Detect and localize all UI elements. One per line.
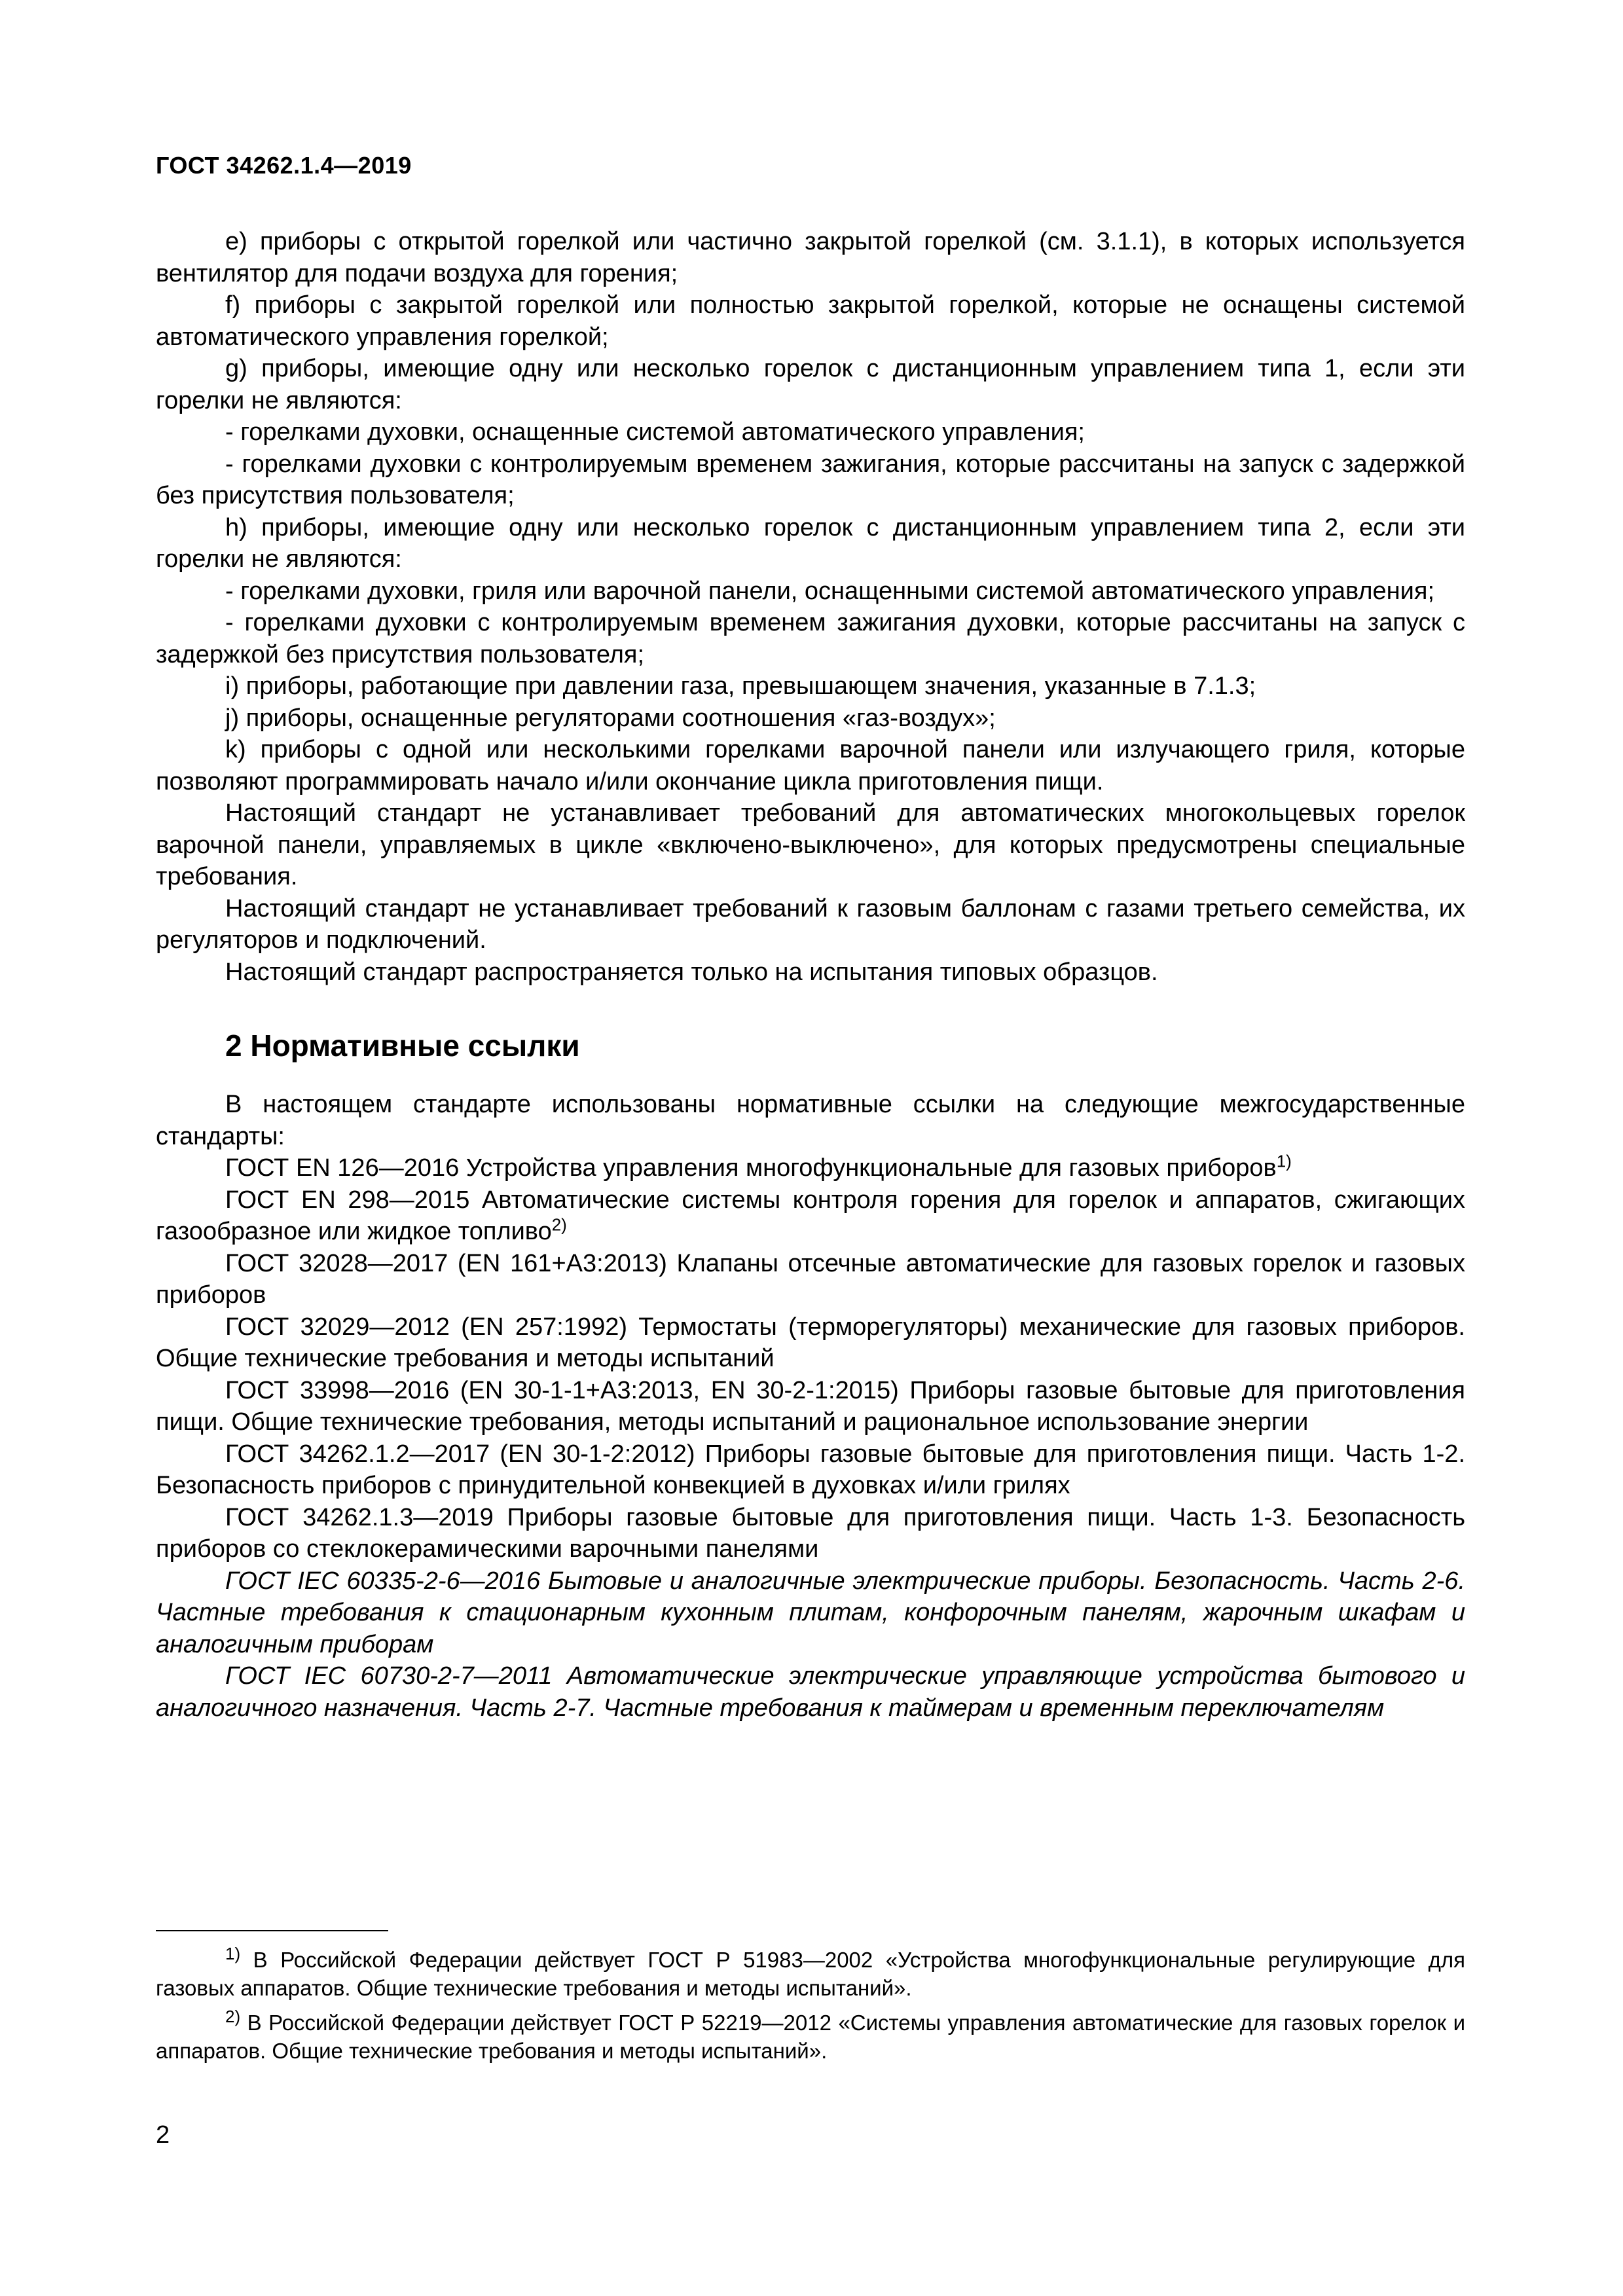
normative-reference: ГОСТ 32029—2012 (EN 257:1992) Термостаты (терморегуляторы) механические для газовых приборов. Общие технические требования и методы испытаний [156,1313,1465,1372]
footnote [156,2009,1465,2065]
reference-text: ГОСТ EN 298—2015 Автоматические системы контроля горения для горелок и аппаратов, сжигающих газообразное или жидкое топливо [156,1186,1465,1245]
footnote-separator [156,1930,388,1931]
paragraph: j) приборы, оснащенные регуляторами соотношения «газ-воздух»; [225,704,996,732]
normative-reference: ГОСТ 34262.1.2—2017 (EN 30-1-2:2012) Приборы газовые бытовые для приготовления пищи. Часть 1-2. Безопасность приборов с принудительной конвекцией в духовках и/или грилях [156,1440,1465,1499]
section-heading: 2 Нормативные ссылки [225,1029,580,1063]
paragraph: е) приборы с открытой горелкой или частично закрытой горелкой (см. 3.1.1), в которых используется вентилятор для подачи воздуха для горения; [156,228,1465,287]
footnote-text: В Российской Федерации действует ГОСТ Р 52219—2012 «Системы управления автоматические для газовых горелок и аппаратов. Общие технические требования и методы испытаний». [156,2011,1466,2063]
section-intro: В настоящем стандарте использованы нормативные ссылки на следующие межгосударственные стандарты: [156,1091,1465,1150]
normative-reference: ГОСТ 33998—2016 (EN 30-1-1+A3:2013, EN 30-2-1:2015) Приборы газовые бытовые для приготовления пищи. Общие технические требования, методы испытаний и рациональное использование энергии [156,1376,1465,1436]
paragraph: - горелками духовки с контролируемым временем зажигания, которые рассчитаны на запуск с задержкой без присутствия пользователя; [156,450,1465,509]
paragraph: g) приборы, имеющие одну или несколько горелок с дистанционным управлением типа 1, если эти горелки не являются: [156,355,1465,414]
normative-reference: ГОСТ IEC 60730-2-7—2011 Автоматические электрические управляющие устройства бытового и аналогичного назначения. Часть 2-7. Частные требования к таймерам и временным переключателям [156,1662,1465,1722]
footnote [156,1946,1465,2002]
footnote-marker: 2) [551,1214,567,1235]
paragraph: f) приборы с закрытой горелкой или полностью закрытой горелкой, которые не оснащены системой автоматического управления горелкой; [156,291,1465,351]
normative-reference: ГОСТ 32028—2017 (EN 161+A3:2013) Клапаны отсечные автоматические для газовых горелок и газовых приборов [156,1249,1465,1309]
footnotes [156,1946,1465,2071]
paragraph: - горелками духовки, гриля или варочной панели, оснащенными системой автоматического управления; [225,577,1435,605]
normative-reference [156,1184,1465,1248]
document-header: ГОСТ 34262.1.4—2019 [156,152,412,179]
footnote-marker: 1) [1276,1151,1292,1171]
normative-reference: ГОСТ IEC 60335-2-6—2016 Бытовые и аналогичные электрические приборы. Безопасность. Часть 2-6. Частные требования к стационарным кухонным плитам, конфорочным панелям, жарочным шкафам и аналогичным приборам [156,1567,1465,1658]
page-number: 2 [156,2121,170,2149]
paragraph: Настоящий стандарт распространяется только на испытания типовых образцов. [225,958,1158,986]
reference-text: ГОСТ EN 126—2016 Устройства управления многофункциональные для газовых приборов [225,1154,1277,1182]
paragraph: - горелками духовки, оснащенные системой автоматического управления; [225,418,1085,446]
footnote-marker: 1) [225,1944,241,1963]
normative-reference [156,1152,1465,1184]
paragraph: - горелками духовки с контролируемым временем зажигания духовки, которые рассчитаны на запуск с задержкой без присутствия пользователя; [156,609,1465,668]
document-body [156,226,1465,1724]
paragraph: h) приборы, имеющие одну или несколько горелок с дистанционным управлением типа 2, если эти горелки не являются: [156,513,1465,573]
paragraph: i) приборы, работающие при давлении газа, превышающем значения, указанные в 7.1.3; [225,672,1256,700]
normative-reference: ГОСТ 34262.1.3—2019 Приборы газовые бытовые для приготовления пищи. Часть 1-3. Безопасность приборов со стеклокерамическими варочными панелями [156,1503,1465,1563]
footnote-marker: 2) [225,2007,241,2026]
paragraph: Настоящий стандарт не устанавливает требований для автоматических многокольцевых горелок варочной панели, управляемых в цикле «включено-выключено», для которых предусмотрены специальные требования. [156,799,1465,890]
footnote-text: В Российской Федерации действует ГОСТ Р 51983—2002 «Устройства многофункциональные регулирующие для газовых аппаратов. Общие технические требования и методы испытаний». [156,1948,1465,2000]
paragraph: k) приборы с одной или несколькими горелками варочной панели или излучающего гриля, которые позволяют программировать начало и/или окончание цикла приготовления пищи. [156,736,1465,795]
paragraph: Настоящий стандарт не устанавливает требований к газовым баллонам с газами третьего семейства, их регуляторов и подключений. [156,894,1465,954]
